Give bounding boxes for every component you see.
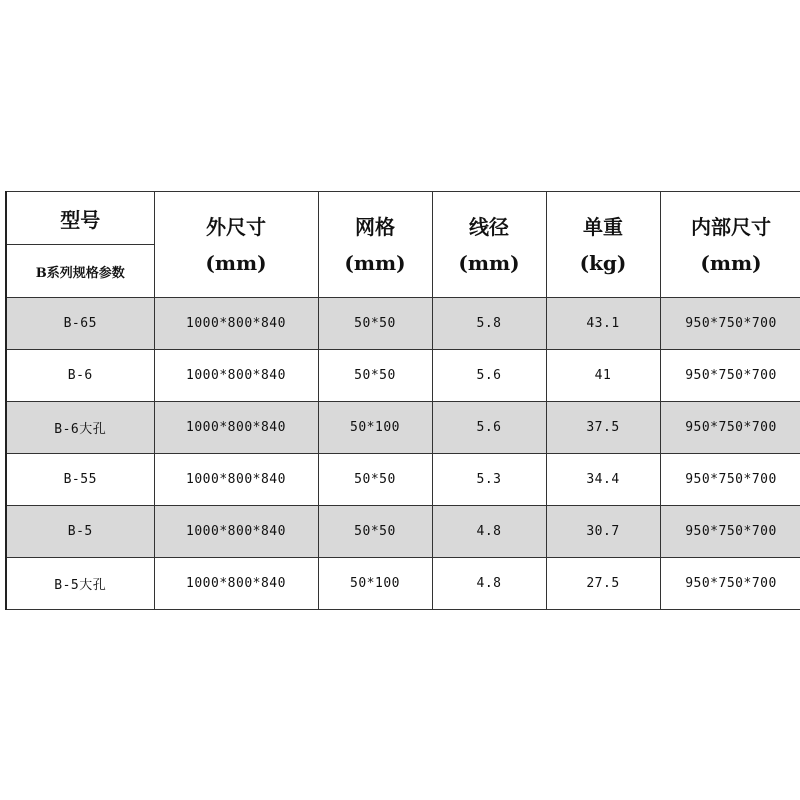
mesh-cell: 50*50 xyxy=(318,350,432,402)
outer-size-cell: 1000*800*840 xyxy=(154,506,318,558)
model-header-title: 型号 xyxy=(6,192,154,245)
unit-weight-cell: 43.1 xyxy=(546,298,660,350)
inner-size-cell: 950*750*700 xyxy=(660,506,800,558)
spec-table xyxy=(5,191,800,610)
column-header-unit-weight xyxy=(546,192,660,298)
model-cell: B-65 xyxy=(6,298,154,350)
table-row xyxy=(6,506,800,558)
model-cell: B-55 xyxy=(6,454,154,506)
unit-weight-cell: 37.5 xyxy=(546,402,660,454)
inner-size-cell: 950*750*700 xyxy=(660,402,800,454)
column-header-name: 外尺寸 xyxy=(206,214,266,239)
unit-weight-cell: 41 xyxy=(546,350,660,402)
column-header-name: 内部尺寸 xyxy=(691,214,771,239)
wire-diameter-cell: 4.8 xyxy=(432,558,546,610)
inner-size-cell: 950*750*700 xyxy=(660,454,800,506)
mesh-cell: 50*50 xyxy=(318,298,432,350)
outer-size-cell: 1000*800*840 xyxy=(154,558,318,610)
outer-size-cell: 1000*800*840 xyxy=(154,402,318,454)
unit-weight-cell: 30.7 xyxy=(546,506,660,558)
wire-diameter-cell: 5.6 xyxy=(432,350,546,402)
wire-diameter-cell: 5.6 xyxy=(432,402,546,454)
wire-diameter-cell: 4.8 xyxy=(432,506,546,558)
outer-size-cell: 1000*800*840 xyxy=(154,350,318,402)
table-row xyxy=(6,454,800,506)
unit-weight-cell: 34.4 xyxy=(546,454,660,506)
outer-size-cell: 1000*800*840 xyxy=(154,454,318,506)
mesh-cell: 50*50 xyxy=(318,454,432,506)
column-header-unit: (mm) xyxy=(458,250,520,275)
column-header-name: 单重 xyxy=(583,214,623,239)
column-header-name: 线径 xyxy=(469,214,509,239)
column-header-mesh xyxy=(318,192,432,298)
column-header-name: 网格 xyxy=(355,214,395,239)
column-header-wire-diameter xyxy=(432,192,546,298)
column-header-unit: (mm) xyxy=(344,250,406,275)
model-cell: B-6 xyxy=(6,350,154,402)
table-row xyxy=(6,558,800,610)
unit-weight-cell: 27.5 xyxy=(546,558,660,610)
wire-diameter-cell: 5.8 xyxy=(432,298,546,350)
model-cell: B-6大孔 xyxy=(6,402,154,454)
mesh-cell: 50*50 xyxy=(318,506,432,558)
column-header-unit: (mm) xyxy=(205,250,267,275)
table-body xyxy=(6,298,800,610)
wire-diameter-cell: 5.3 xyxy=(432,454,546,506)
model-header-subtitle: B系列规格参数 xyxy=(6,245,154,298)
mesh-cell: 50*100 xyxy=(318,558,432,610)
table-row xyxy=(6,350,800,402)
inner-size-cell: 950*750*700 xyxy=(660,350,800,402)
column-header-outer-size xyxy=(154,192,318,298)
table-row xyxy=(6,298,800,350)
model-cell: B-5 xyxy=(6,506,154,558)
inner-size-cell: 950*750*700 xyxy=(660,558,800,610)
table-row xyxy=(6,402,800,454)
column-header-unit: (kg) xyxy=(579,250,627,275)
model-cell: B-5大孔 xyxy=(6,558,154,610)
outer-size-cell: 1000*800*840 xyxy=(154,298,318,350)
inner-size-cell: 950*750*700 xyxy=(660,298,800,350)
mesh-cell: 50*100 xyxy=(318,402,432,454)
column-header-inner-size xyxy=(660,192,800,298)
column-header-unit: (mm) xyxy=(700,250,762,275)
header-row xyxy=(6,192,800,245)
